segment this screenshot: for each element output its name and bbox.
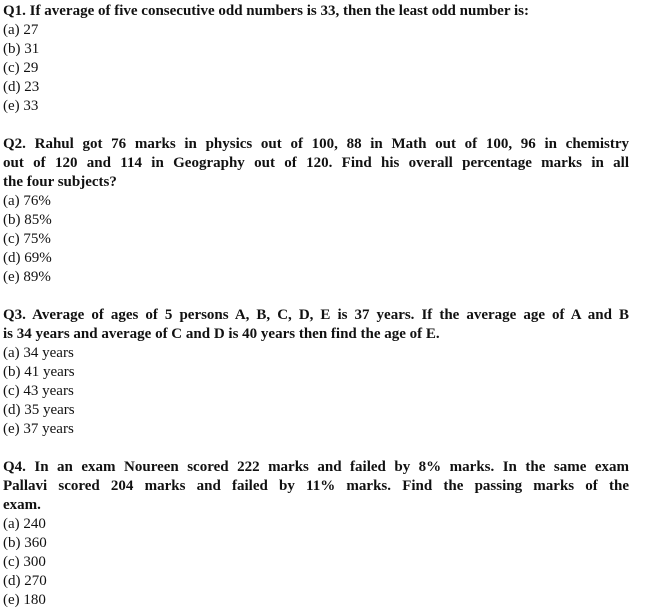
option-item: (c) 29	[3, 60, 39, 76]
question-text-line: the four subjects?	[3, 174, 117, 190]
question-text-line: is 34 years and average of C and D is 40 years then find the age of E.	[3, 326, 440, 342]
question-block-q2	[3, 135, 629, 287]
question-block-q4	[3, 458, 629, 610]
question-text-line: Q1. If average of five consecutive odd numbers is 33, then the least odd number is:	[3, 3, 529, 19]
option-item: (c) 75%	[3, 231, 51, 247]
question-block-q3	[3, 306, 629, 439]
option-item: (a) 27	[3, 22, 39, 38]
question-text-line: out of 120 and 114 in Geography out of 120. Find his overall percentage marks in all	[3, 155, 629, 171]
option-item: (e) 37 years	[3, 421, 74, 437]
option-item: (a) 240	[3, 516, 46, 532]
question-text-line: Q4. In an exam Noureen scored 222 marks and failed by 8% marks. In the same exam	[3, 459, 629, 475]
option-item: (d) 270	[3, 573, 47, 589]
option-item: (b) 41 years	[3, 364, 75, 380]
option-item: (b) 360	[3, 535, 47, 551]
option-item: (a) 76%	[3, 193, 51, 209]
question-text-line: Q2. Rahul got 76 marks in physics out of 100, 88 in Math out of 100, 96 in chemistry	[3, 136, 629, 152]
question-text-line: Pallavi scored 204 marks and failed by 11% marks. Find the passing marks of the	[3, 478, 629, 494]
option-item: (e) 33	[3, 98, 39, 114]
question-text-line: Q3. Average of ages of 5 persons A, B, C, D, E is 37 years. If the average age of A and B	[3, 307, 629, 323]
option-item: (d) 23	[3, 79, 40, 95]
option-item: (c) 43 years	[3, 383, 74, 399]
option-item: (c) 300	[3, 554, 46, 570]
option-item: (e) 180	[3, 592, 46, 608]
option-item: (d) 69%	[3, 250, 52, 266]
option-item: (b) 31	[3, 41, 40, 57]
option-item: (e) 89%	[3, 269, 51, 285]
question-text-line: exam.	[3, 497, 41, 513]
option-item: (d) 35 years	[3, 402, 75, 418]
question-block-q1	[3, 2, 629, 116]
option-item: (b) 85%	[3, 212, 52, 228]
option-item: (a) 34 years	[3, 345, 74, 361]
